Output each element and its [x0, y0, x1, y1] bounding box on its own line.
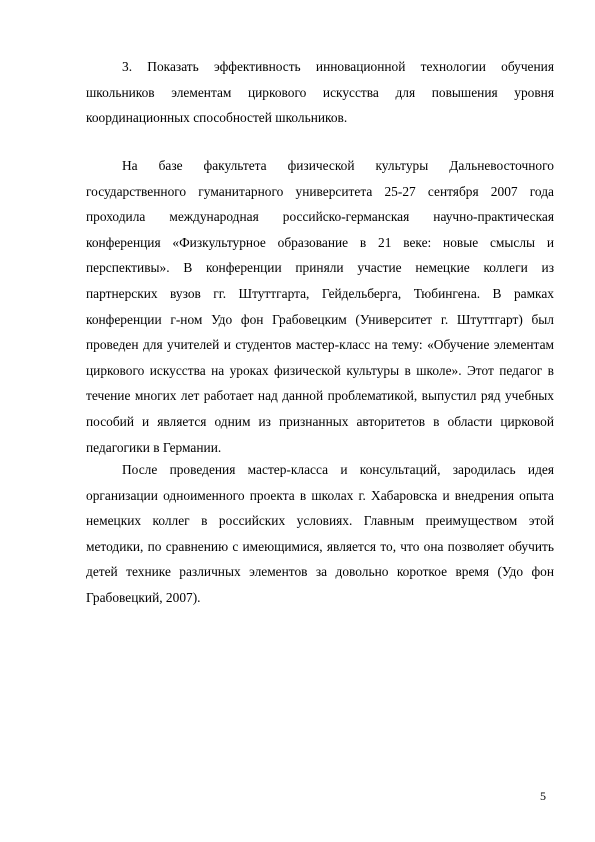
paragraph-goal-3: 3. Показать эффективность инновационной технологии обучения школьников элементам циркового искусства для повышения уровня координационных способностей школьников.	[86, 59, 554, 126]
paragraph-project: После проведения мастер-класса и консультаций, зародилась идея организации одноименного проекта в школах г. Хабаровска и внедрения опыта немецких коллег в российских условиях. Главным преимуществом этой методики, по сравнению с имеющимися, является то, что она позволяет обучить детей технике различных элементов за довольно короткое время (Удо фон Грабовецкий, 2007).	[86, 462, 554, 605]
page-number: 5	[540, 789, 546, 803]
paragraph-conference: На базе факультета физической культуры Дальневосточного государственного гуманитарного университета 25-27 сентября 2007 года проходила международная российско-германская научно-практическая конференция «Физкультурное образование в 21 веке: новые смыслы и перспективы». В конференции приняли участие немецкие коллеги из партнерских вузов гг. Штуттгарта, Гейдельберга, Тюбингена. В рамках конференции г-ном Удо фон Грабовецким (Университет г. Штуттгарт) был проведен для учителей и студентов мастер-класс на тему: «Обучение элементам циркового искусства на уроках физической культуры в школе». Этот педагог в течение многих лет работает над данной проблематикой, выпустил ряд учебных пособий и является одним из признанных авторитетов в области цирковой педагогики в Германии.	[86, 158, 554, 455]
